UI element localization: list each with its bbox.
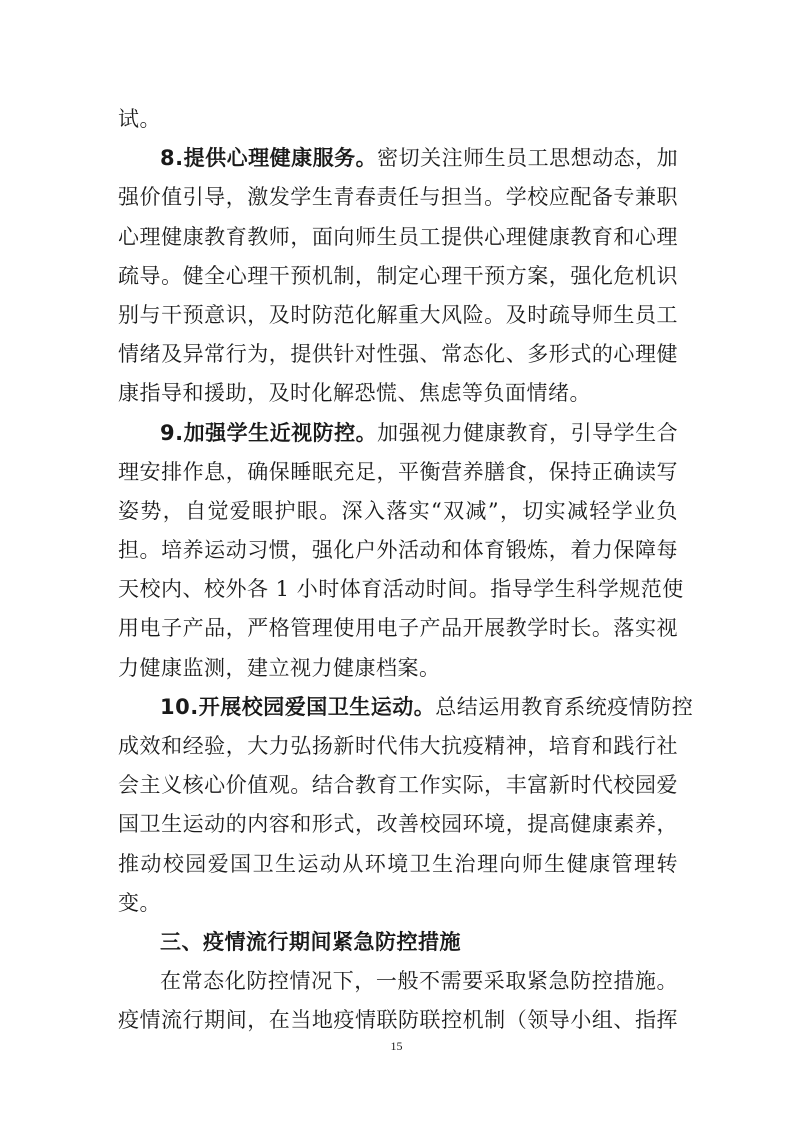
item-text: 密切关注师生员工思想动态，加 (377, 146, 679, 171)
paragraph-line (118, 139, 678, 178)
item-text: 总结运用教育系统疫情防控 (435, 694, 694, 719)
paragraph-line: 会主义核心价值观。结合教育工作实际，丰富新时代校园爱 (118, 773, 678, 798)
paragraph-line: 情绪及异常行为，提供针对性强、常态化、多形式的心理健 (118, 342, 678, 367)
item-text: 加强视力健康教育，引导学生合 (377, 420, 679, 445)
paragraph-line: 担。培养运动习惯，强化户外活动和体育锻炼，着力保障每 (118, 538, 678, 563)
paragraph-line: 姿势，自觉爱眼护眼。深入落实“双减”，切实减轻学业负 (118, 498, 678, 523)
item-heading: 10.开展校园爱国卫生运动。 (160, 694, 436, 719)
paragraph-line: 强价值引导，激发学生青春责任与担当。学校应配备专兼职 (118, 185, 678, 210)
section-heading: 三、疫情流行期间紧急防控措施 (160, 929, 461, 954)
paragraph-line: 在常态化防控情况下，一般不需要采取紧急防控措施。 (160, 969, 678, 994)
paragraph-line: 国卫生运动的内容和形式，改善校园环境，提高健康素养， (118, 812, 678, 837)
paragraph-line: 天校内、校外各 1 小时体育活动时间。指导学生科学规范使 (118, 577, 684, 602)
paragraph-line: 别与干预意识，及时防范化解重大风险。及时疏导师生员工 (118, 302, 678, 327)
page-number: 15 (390, 1039, 403, 1053)
paragraph-line: 用电子产品，严格管理使用电子产品开展教学时长。落实视 (118, 616, 678, 641)
item-heading: 9.加强学生近视防控。 (160, 420, 378, 445)
paragraph-line: 心理健康教育教师，面向师生员工提供心理健康教育和心理 (118, 224, 678, 249)
paragraph-line (118, 688, 694, 727)
paragraph-line: 变。 (118, 890, 161, 915)
paragraph-line (118, 414, 678, 453)
paragraph-line: 疏导。健全心理干预机制，制定心理干预方案，强化危机识 (118, 263, 678, 288)
body-text (118, 100, 694, 1041)
paragraph-line: 疫情流行期间，在当地疫情联防联控机制（领导小组、指挥 (118, 1008, 678, 1033)
paragraph-line: 推动校园爱国卫生运动从环境卫生治理向师生健康管理转 (118, 851, 678, 876)
paragraph-line: 康指导和援助，及时化解恐慌、焦虑等负面情绪。 (118, 381, 591, 406)
paragraph-line: 成效和经验，大力弘扬新时代伟大抗疫精神，培育和践行社 (118, 734, 678, 758)
paragraph-line: 试。 (118, 107, 161, 131)
paragraph-line: 力健康监测，建立视力健康档案。 (118, 655, 441, 680)
item-heading: 8.提供心理健康服务。 (160, 146, 378, 171)
paragraph-line: 理安排作息，确保睡眠充足，平衡营养膳食，保持正确读写 (118, 459, 678, 484)
